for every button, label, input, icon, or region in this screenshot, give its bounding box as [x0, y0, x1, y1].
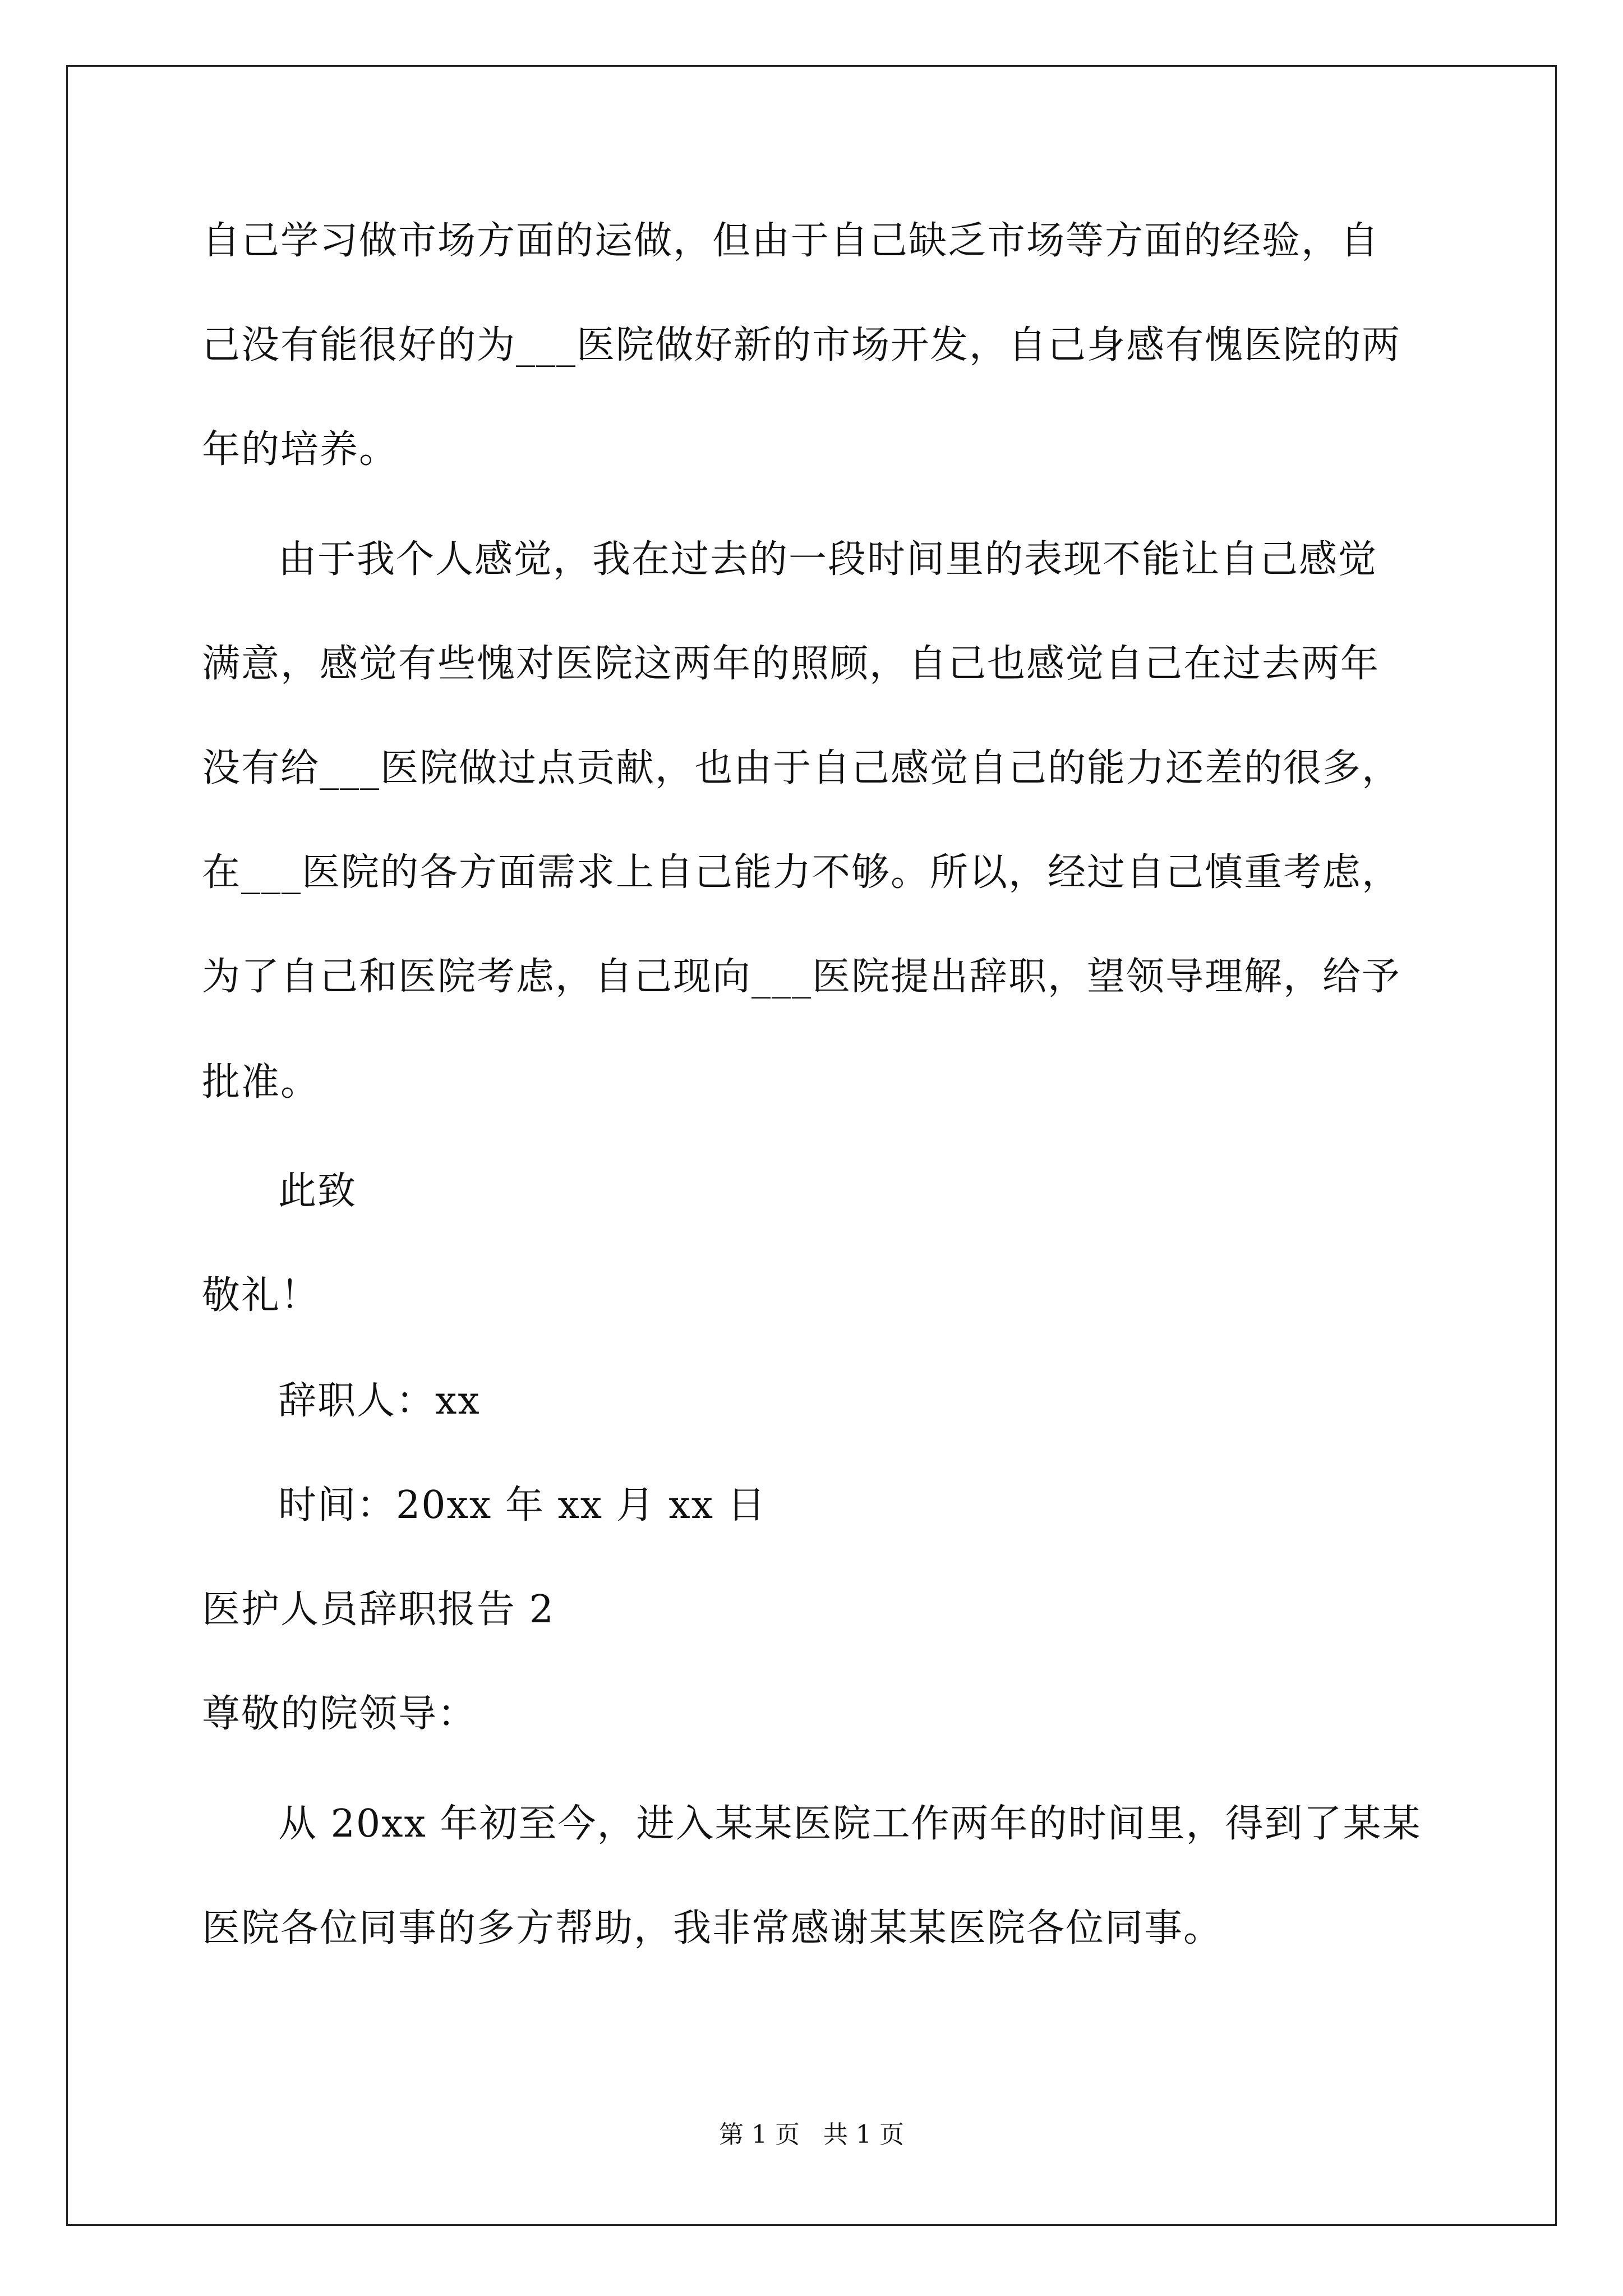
paragraph-line: 自己学习做市场方面的运做，但由于自己缺乏市场等方面的经验，自	[202, 219, 1380, 263]
paragraph-line: 满意，感觉有些愧对医院这两年的照顾，自己也感觉自己在过去两年	[202, 642, 1380, 686]
paragraph-line: 年的培养。	[202, 427, 399, 472]
paragraph-line: 为了自己和医院考虑，自己现向___医院提出辞职，望领导理解，给予	[202, 955, 1401, 999]
closing-regards: 敬礼！	[202, 1273, 320, 1318]
closing-salutation: 此致	[278, 1169, 357, 1213]
paragraph-line: 由于我个人感觉，我在过去的一段时间里的表现不能让自己感觉	[278, 537, 1378, 582]
paragraph-line: 没有给___医院做过点贡献，也由于自己感觉自己的能力还差的很多，	[202, 746, 1401, 790]
page-frame	[66, 65, 1557, 2226]
section-heading: 医护人员辞职报告 2	[202, 1588, 555, 1632]
date-line: 时间：20xx 年 xx 月 xx 日	[278, 1483, 767, 1527]
paragraph-line: 批准。	[202, 1060, 320, 1105]
signature-line: 辞职人：xx	[278, 1379, 481, 1423]
greeting-line: 尊敬的院领导：	[202, 1692, 477, 1736]
paragraph-line: 医院各位同事的多方帮助，我非常感谢某某医院各位同事。	[202, 1906, 1223, 1950]
page-footer: 第 1 页 共 1 页	[719, 2120, 904, 2149]
paragraph-line: 己没有能很好的为___医院做好新的市场开发，自己身感有愧医院的两	[202, 323, 1401, 367]
paragraph-line: 从 20xx 年初至今，进入某某医院工作两年的时间里，得到了某某	[278, 1802, 1422, 1846]
paragraph-line: 在___医院的各方面需求上自己能力不够。所以，经过自己慎重考虑，	[202, 850, 1401, 895]
